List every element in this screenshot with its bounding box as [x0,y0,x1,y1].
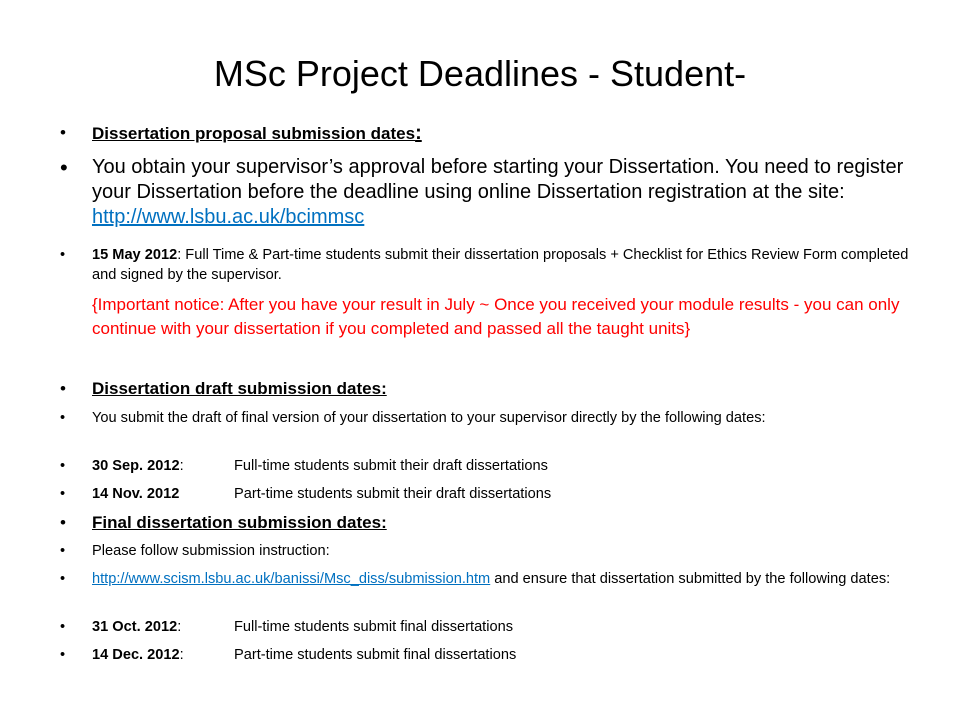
draft-date-row [60,484,920,504]
slide-title: MSc Project Deadlines - Student- [213,53,747,94]
bullet-icon: • [60,571,66,587]
bullet-icon: • [60,619,66,635]
proposal-heading-item [60,122,920,145]
proposal-deadline-date: 15 May 2012 [92,247,178,263]
approval-text: You obtain your supervisor’s approval before starting your Dissertation. You need to register your Dissertation before the deadline using online Dissertation registration at the site: [92,156,904,203]
final-date-text: Part-time students submit final dissertations [234,647,517,663]
final-instruction: Please follow submission instruction: [92,543,330,559]
bullet-icon: • [60,410,66,426]
draft-heading-item [60,378,920,400]
final-date: 31 Oct. 2012 [92,619,178,635]
draft-intro-item [60,408,920,428]
final-heading-item [60,512,920,534]
bullet-icon: • [60,486,66,502]
draft-date-row [60,456,920,476]
final-heading: Final dissertation submission dates: [92,513,387,532]
final-link-suffix: and ensure that dissertation submitted by the following dates: [490,571,891,587]
bullet-icon: • [60,155,68,180]
bullet-icon: • [60,458,66,474]
draft-date: 30 Sep. 2012 [92,458,180,474]
draft-date-text: Part-time students submit their draft dissertations [234,486,552,502]
bullet-icon: • [60,647,66,663]
bullet-icon: • [60,513,66,532]
final-date-sep: : [179,647,184,663]
bullet-icon: • [60,379,66,398]
draft-intro: You submit the draft of final version of your dissertation to your supervisor directly by the following dates: [92,410,766,426]
bullet-icon: • [60,123,66,142]
draft-date-sep: : [179,458,184,474]
final-date-sep: : [177,619,182,635]
important-notice: {Important notice: After you have your result in July ~ Once you received your module results - you can only continue with your dissertation if you completed and passed all the taught units} [92,295,900,338]
proposal-heading-colon: : [415,122,422,144]
bullet-icon: • [60,543,66,559]
registration-link[interactable]: http://www.lsbu.ac.uk/bcimmsc [92,206,365,228]
final-date-row [60,617,920,637]
draft-date-text: Full-time students submit their draft dissertations [234,458,548,474]
important-notice-item [60,293,920,341]
draft-heading: Dissertation draft submission dates: [92,379,387,398]
proposal-deadline-item [60,245,920,285]
final-date-row [60,645,920,665]
bullet-icon: • [60,247,66,263]
final-date-text: Full-time students submit final dissertations [234,619,514,635]
approval-item [60,155,920,230]
final-date: 14 Dec. 2012 [92,647,180,663]
final-link-item [60,569,920,589]
proposal-heading: Dissertation proposal submission dates [92,124,416,143]
proposal-deadline-text: : Full Time & Part-time students submit their dissertation proposals + Checklist for Ethics Review Form completed and signed by the supervisor. [92,247,909,283]
draft-date: 14 Nov. 2012 [92,486,180,502]
submission-instruction-link[interactable]: http://www.scism.lsbu.ac.uk/banissi/Msc_diss/submission.htm [92,571,491,587]
final-instruction-item [60,541,920,561]
